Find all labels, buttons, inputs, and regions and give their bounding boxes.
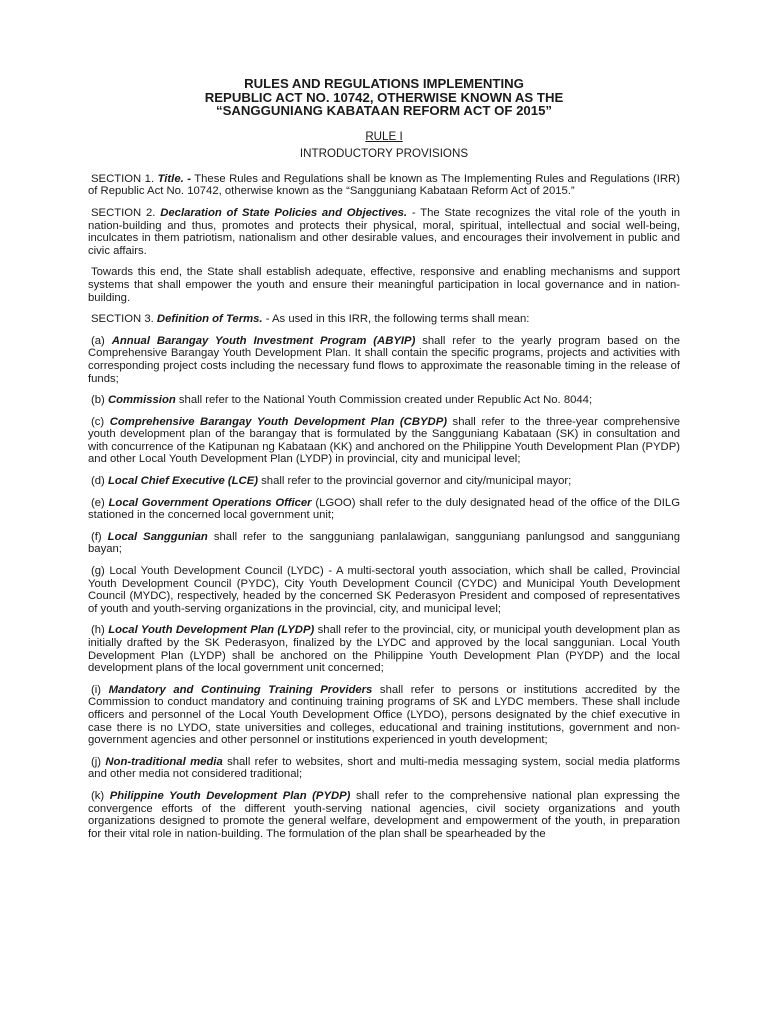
definition-j-text: shall refer to websites, short and multi-media messaging system, social media platforms and other media not considered traditional; <box>88 755 680 781</box>
definition-f-term: Local Sanggunian <box>107 530 208 543</box>
section-2 <box>88 207 680 257</box>
definition-b-label: (b) <box>91 394 108 407</box>
definition-i <box>88 684 680 747</box>
definition-a-text: shall refer to the yearly program based on the Comprehensive Barangay Youth Development Plan. It shall contain the specific programs, projects and activities with corresponding project costs including the necessary fund flows to approximate the reasonable timing in the release of funds; <box>88 334 680 385</box>
definition-c-label: (c) <box>91 415 110 428</box>
definition-d <box>88 475 680 488</box>
definition-f <box>88 531 680 556</box>
section-1-prefix: SECTION 1. <box>91 172 158 185</box>
definition-h <box>88 624 680 674</box>
definition-h-term: Local Youth Development Plan (LYDP) <box>108 624 315 637</box>
definition-j-term: Non-traditional media <box>105 755 223 768</box>
definition-k-term: Philippine Youth Development Plan (PYDP) <box>109 789 351 802</box>
section-2b-text: Towards this end, the State shall establish adequate, effective, responsive and enabling mechanisms and support systems that shall empower the youth and ensure their meaningful participation in local governance and in nation-building. <box>88 266 680 304</box>
definition-b <box>88 394 680 407</box>
definition-i-text: shall refer to persons or institutions accredited by the Commission to conduct mandatory and continuing training programs of SK and LYDC members. These shall include officers and personnel of the Local Youth Development Office (LYDO), persons designated by the chief executive in case there is no LYDO, state universities and colleges, educational and training institutions, government and non-government agencies and other personnel or institutions experienced in youth development; <box>88 683 680 747</box>
title-line-1: RULES AND REGULATIONS IMPLEMENTING <box>244 76 524 91</box>
definition-h-text: shall refer to the provincial, city, or municipal youth development plan as initially drafted by the SK Pederasyon, finalized by the LYDC and approved by the local sanggunian. Local Youth Development Plan (LYDP) shall be anchored on the Philippine Youth Development Plan (PYDP) and the local development plans of the local government unit concerned; <box>88 624 680 675</box>
definition-a-label: (a) <box>91 334 112 347</box>
definition-d-text: shall refer to the provincial governor and city/municipal mayor; <box>258 475 572 488</box>
definition-b-text: shall refer to the National Youth Commission created under Republic Act No. 8044; <box>175 394 593 407</box>
definition-i-term: Mandatory and Continuing Training Providers <box>108 683 373 696</box>
definition-a-term: Annual Barangay Youth Investment Program (ABYIP) <box>111 334 416 347</box>
section-2-term: Declaration of State Policies and Objectives. <box>160 206 408 219</box>
definition-e-text: (LGOO) shall refer to the duly designated head of the office of the DILG stationed in the concerned local government unit; <box>88 496 680 522</box>
section-1-term: Title. - <box>157 172 191 185</box>
definition-f-text: shall refer to the sangguniang panlalawigan, sangguniang panlungsod and sangguniang bayan; <box>88 530 680 556</box>
definition-g <box>88 565 680 615</box>
definition-j <box>88 756 680 781</box>
definition-f-label: (f) <box>91 530 108 543</box>
rule-subtitle: INTRODUCTORY PROVISIONS <box>299 146 469 160</box>
section-2-text: - The State recognizes the vital role of the youth in nation-building and thus, promotes and protects their physical, moral, spiritual, intellectual and social well-being, inculcates in them patriotism, nationalism and other desirable values, and encourages their involvement in public and civic affairs. <box>88 206 680 257</box>
definition-k <box>88 790 680 840</box>
title-line-2: REPUBLIC ACT NO. 10742, OTHERWISE KNOWN AS THE <box>204 89 564 105</box>
definition-e-label: (e) <box>91 496 109 509</box>
definition-b-term: Commission <box>107 394 176 407</box>
definition-k-text: shall refer to the comprehensive national plan expressing the convergence efforts of the different youth-serving national agencies, civil society organizations and youth organizations designed to promote the general welfare, development and empowerment of the youth, in preparation for their vital role in nation-building. The formulation of the plan shall be spearheaded by the <box>88 789 680 840</box>
definition-j-label: (j) <box>91 755 106 768</box>
section-2-prefix: SECTION 2. <box>91 206 161 219</box>
section-1-text: These Rules and Regulations shall be known as The Implementing Rules and Regulations (IRR) of Republic Act No. 10742, otherwise known as the “Sangguniang Kabataan Reform Act of 2015.” <box>88 172 680 198</box>
rule-heading: RULE I <box>365 129 403 143</box>
definition-c-term: Comprehensive Barangay Youth Development Plan (CBYDP) <box>109 415 447 428</box>
definition-a <box>88 335 680 385</box>
definition-c-text: shall refer to the three-year comprehensive youth development plan of the barangay that is formulated by the Sangguniang Kabataan (SK) in consultation and with concurrence of the Katipunan ng Kabataan (KK) and anchored on the Philippine Youth Development Plan (PYDP) and other Local Youth Development Plan (LYDP) in provincial, city and municipal level; <box>88 415 681 466</box>
section-1 <box>88 173 680 198</box>
document-title <box>88 77 680 118</box>
definition-d-term: Local Chief Executive (LCE) <box>107 475 258 488</box>
title-line-3: “SANGGUNIANG KABATAAN REFORM ACT OF 2015” <box>215 103 553 119</box>
section-2-continued <box>88 266 680 304</box>
section-3-term: Definition of Terms. <box>156 313 263 326</box>
definition-h-label: (h) <box>91 624 109 637</box>
section-3-prefix: SECTION 3. <box>91 313 157 326</box>
section-3-text: - As used in this IRR, the following terms shall mean: <box>262 313 530 326</box>
definition-i-label: (i) <box>91 683 109 696</box>
section-3 <box>88 313 680 326</box>
definition-g-text: (g) Local Youth Development Council (LYDC) - A multi-sectoral youth association, which shall be called, Provincial Youth Development Council (PYDC), City Youth Development Council (CYDC) and Municipal Youth Development Council (MYDC), respectively, headed by the concerned SK Pederasyon President and composed of representatives of youth and youth-serving organizations in the provincial, city, and municipal level; <box>88 565 680 615</box>
definition-c <box>88 416 680 466</box>
definition-e <box>88 497 680 522</box>
definition-k-label: (k) <box>91 789 110 802</box>
definition-d-label: (d) <box>91 475 108 488</box>
definition-e-term: Local Government Operations Officer <box>108 496 312 509</box>
